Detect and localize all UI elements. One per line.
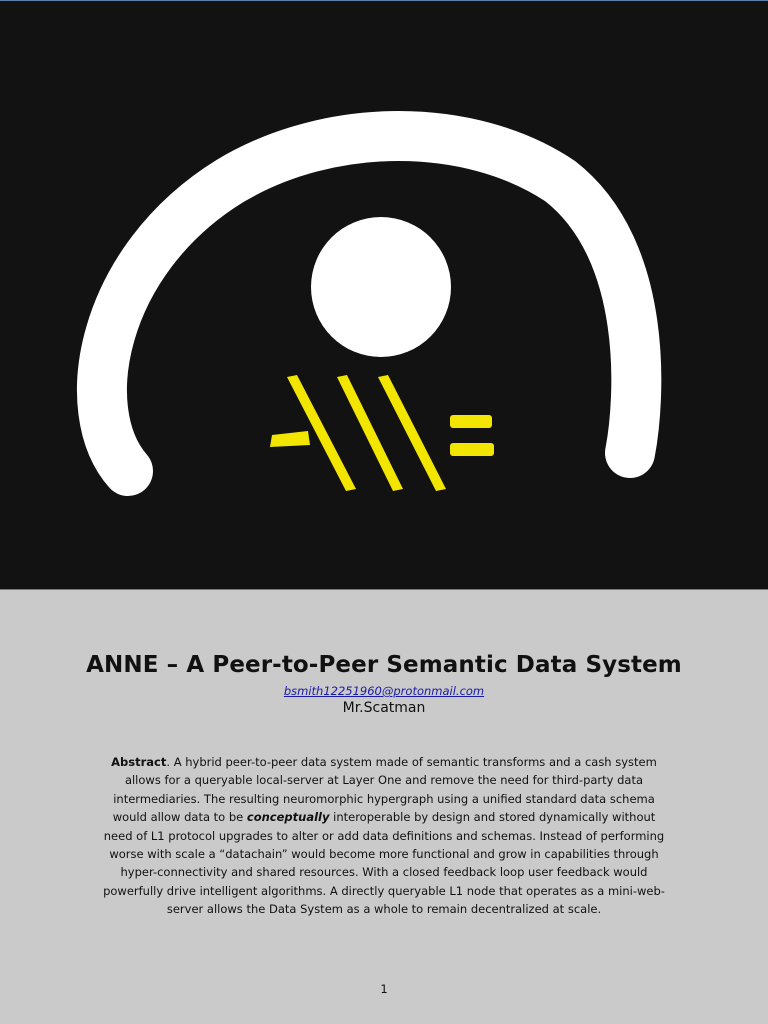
abstract-label: Abstract [111, 755, 167, 769]
abstract-paragraph [100, 753, 668, 919]
abstract-text-part2: interoperable by design and stored dynamically without need of L1 protocol upgrades to alter or add data definitions and schemas. Instead of performing worse with scale a “datachain” would become more functional and grow in capabilities through hyper-connectivity and shared resources. With a closed feedback loop user feedback would powerfully drive intelligent algorithms. A directly queryable L1 node that operates as a mini-web-server allows the Data System as a whole to remain decentralized at scale. [103, 810, 665, 917]
page-number: 1 [380, 982, 388, 996]
abstract-text-part1: . A hybrid peer-to-peer data system made of semantic transforms and a cash system allows for a queryable local-server at Layer One and remove the need for third-party data intermediaries. The resulting neuromorphic hypergraph using a unified standard data schema would allow data to be [112, 755, 657, 825]
author-name: Mr.Scatman [342, 700, 426, 716]
anne-logo [0, 1, 768, 591]
logo-mark-dash [270, 431, 310, 447]
abstract-emphasis: conceptually [246, 810, 330, 825]
logo-mark-bar-bottom [450, 443, 494, 456]
paper-title: ANNE – A Peer-to-Peer Semantic Data System [86, 652, 682, 678]
logo-circle [311, 217, 451, 357]
logo-mark-bar-top [450, 415, 492, 428]
author-email-link[interactable]: bsmith12251960@protonmail.com [283, 684, 485, 698]
